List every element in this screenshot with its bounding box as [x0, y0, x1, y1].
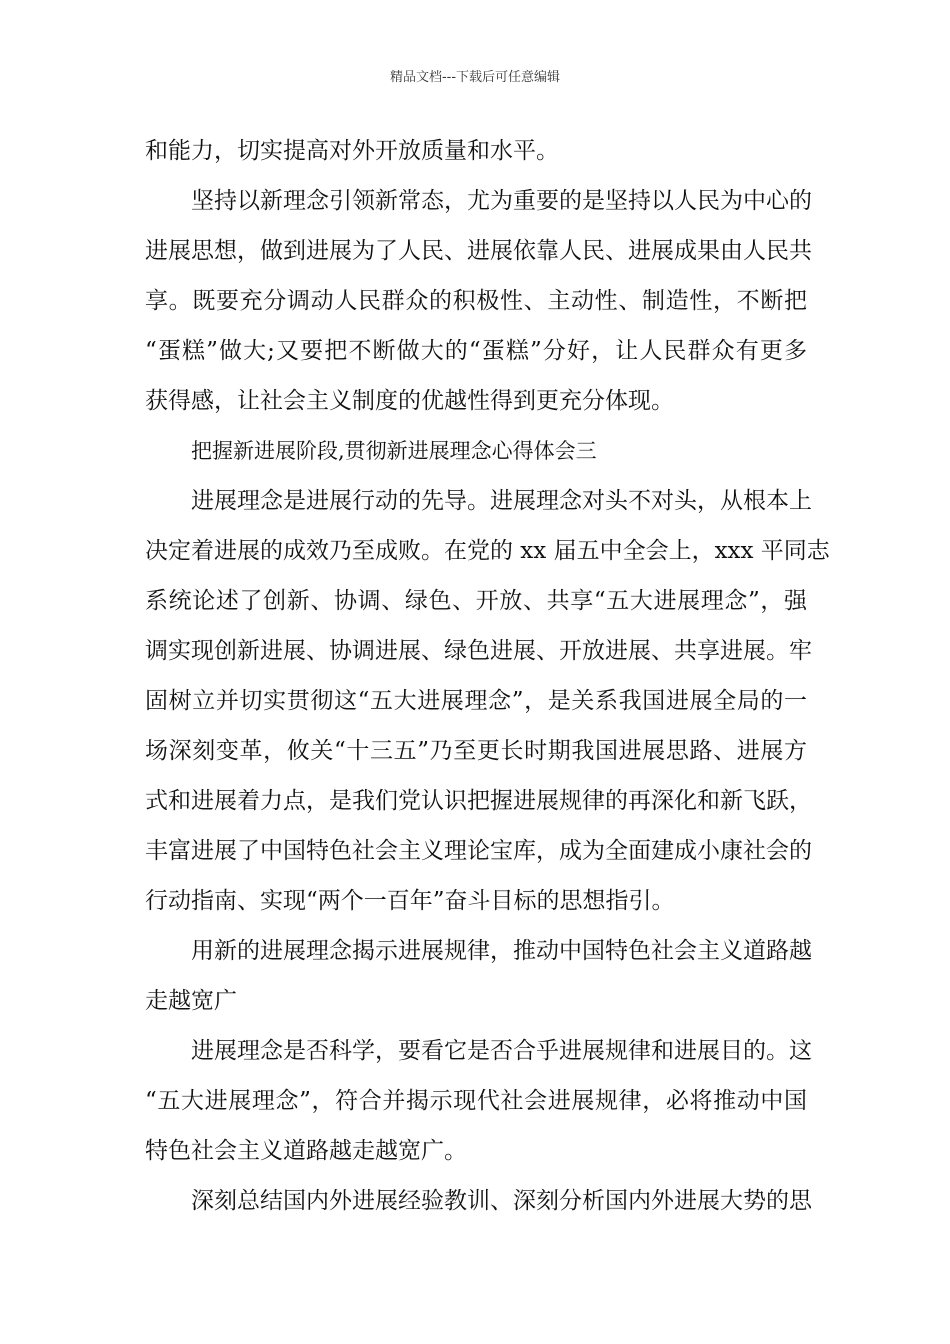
section-subtitle — [145, 426, 807, 476]
paragraph-heading-new-concepts — [145, 926, 812, 1026]
text-line: 进展思想，做到进展为了人民、进展依靠人民、进展成果由人民共 — [145, 238, 812, 264]
text-line: 深刻总结国内外进展经验教训、深刻分析国内外进展大势的思 — [191, 1188, 812, 1214]
text-line: 调实现创新进展、协调进展、绿色进展、开放进展、共享进展。牢 — [145, 638, 812, 664]
text-line: 坚持以新理念引领新常态，尤为重要的是坚持以人民为中心的 — [191, 188, 812, 214]
document-body — [145, 126, 830, 1226]
text-line: 享。既要充分调动人民群众的积极性、主动性、制造性，不断把 — [145, 288, 807, 314]
text-line: 决定着进展的成效乃至成败。在党的 xx 届五中全会上，xxx 平同志 — [145, 538, 830, 564]
text-line: 系统论述了创新、协调、绿色、开放、共享“五大进展理念”，强 — [145, 588, 807, 614]
text-line: 和能力，切实提高对外开放质量和水平。 — [145, 138, 559, 164]
text-line: 固树立并切实贯彻这“五大进展理念”，是关系我国进展全局的一 — [145, 688, 807, 714]
text-line: 走越宽广 — [145, 988, 237, 1014]
text-line: 用新的进展理念揭示进展规律，推动中国特色社会主义道路越 — [191, 938, 812, 964]
text-line: 式和进展着力点，是我们党认识把握进展规律的再深化和新飞跃， — [145, 788, 812, 814]
paragraph-five-concepts — [145, 476, 830, 926]
text-line: 把握新进展阶段,贯彻新进展理念心得体会三 — [191, 439, 597, 463]
paragraph-summary-start — [145, 1176, 812, 1226]
text-line: 获得感，让社会主义制度的优越性得到更充分体现。 — [145, 388, 674, 414]
text-line: “五大进展理念”，符合并揭示现代社会进展规律，必将推动中国 — [145, 1088, 807, 1114]
paragraph-scientific-concepts — [145, 1026, 812, 1176]
text-line: 进展理念是否科学，要看它是否合乎进展规律和进展目的。这 — [191, 1038, 812, 1064]
text-line: 行动指南、实现“两个一百年”奋斗目标的思想指引。 — [145, 888, 675, 914]
text-line: “蛋糕”做大;又要把不断做大的“蛋糕”分好，让人民群众有更多 — [145, 338, 807, 364]
paragraph-people-centered — [145, 176, 812, 426]
text-line: 特色社会主义道路越走越宽广。 — [145, 1138, 467, 1164]
text-line: 进展理念是进展行动的先导。进展理念对头不对头，从根本上 — [191, 488, 812, 514]
text-line: 丰富进展了中国特色社会主义理论宝库，成为全面建成小康社会的 — [145, 838, 812, 864]
text-line: 场深刻变革，攸关“十三五”乃至更长时期我国进展思路、进展方 — [145, 738, 807, 764]
page-header: 精品文档---下载后可任意编辑 — [389, 70, 561, 85]
paragraph-continuation — [145, 126, 807, 176]
